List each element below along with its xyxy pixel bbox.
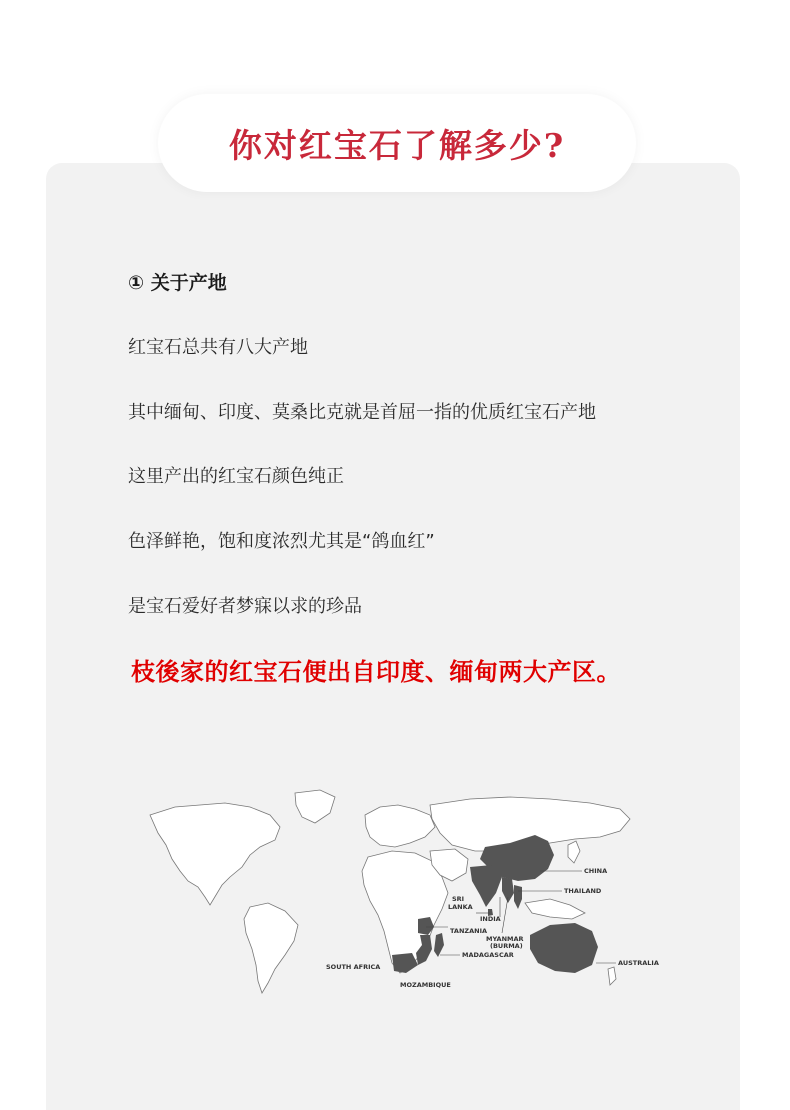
label-tanzania: TANZANIA xyxy=(450,927,488,935)
paragraph-4: 色泽鲜艳，饱和度浓烈尤其是“鸽血红” xyxy=(128,531,435,552)
north-america-shape xyxy=(150,803,280,905)
section-heading: ① 关于产地 xyxy=(128,272,227,294)
world-map xyxy=(130,785,670,1000)
label-sri-lanka-2: LANKA xyxy=(448,903,473,911)
paragraph-2: 其中缅甸、印度、莫桑比克就是首屈一指的优质红宝石产地 xyxy=(128,402,596,423)
label-mozambique: MOZAMBIQUE xyxy=(400,981,451,989)
title-pill xyxy=(158,94,636,192)
paragraph-3: 这里产出的红宝石颜色纯正 xyxy=(128,466,344,487)
australia-region xyxy=(530,923,598,973)
label-south-africa: SOUTH AFRICA xyxy=(326,963,381,971)
paragraph-5: 是宝石爱好者梦寐以求的珍品 xyxy=(128,596,362,617)
japan-shape xyxy=(568,841,580,863)
paragraph-1: 红宝石总共有八大产地 xyxy=(128,337,308,358)
india-region xyxy=(470,865,502,907)
south-america-shape xyxy=(244,903,298,993)
label-myanmar-2: (BURMA) xyxy=(490,942,523,950)
new-zealand-shape xyxy=(608,967,616,985)
label-thailand: THAILAND xyxy=(564,887,602,895)
label-india: INDIA xyxy=(480,915,501,923)
greenland-shape xyxy=(295,790,335,823)
europe-shape xyxy=(365,805,435,847)
madagascar-region xyxy=(434,933,444,957)
thailand-region xyxy=(514,885,522,909)
label-myanmar-1: MYANMAR xyxy=(486,935,524,943)
myanmar-region xyxy=(502,877,514,903)
label-australia: AUSTRALIA xyxy=(618,959,659,967)
label-sri-lanka-1: SRI xyxy=(452,895,465,903)
highlight-statement: 枝後家的红宝石便出自印度、缅甸两大产区。 xyxy=(131,658,621,686)
page-title: 你对红宝石了解多少? xyxy=(228,125,566,165)
label-madagascar: MADAGASCAR xyxy=(462,951,514,959)
label-china: CHINA xyxy=(584,867,608,875)
southeast-asia-shape xyxy=(525,899,585,919)
world-map-graphic xyxy=(130,785,670,1000)
